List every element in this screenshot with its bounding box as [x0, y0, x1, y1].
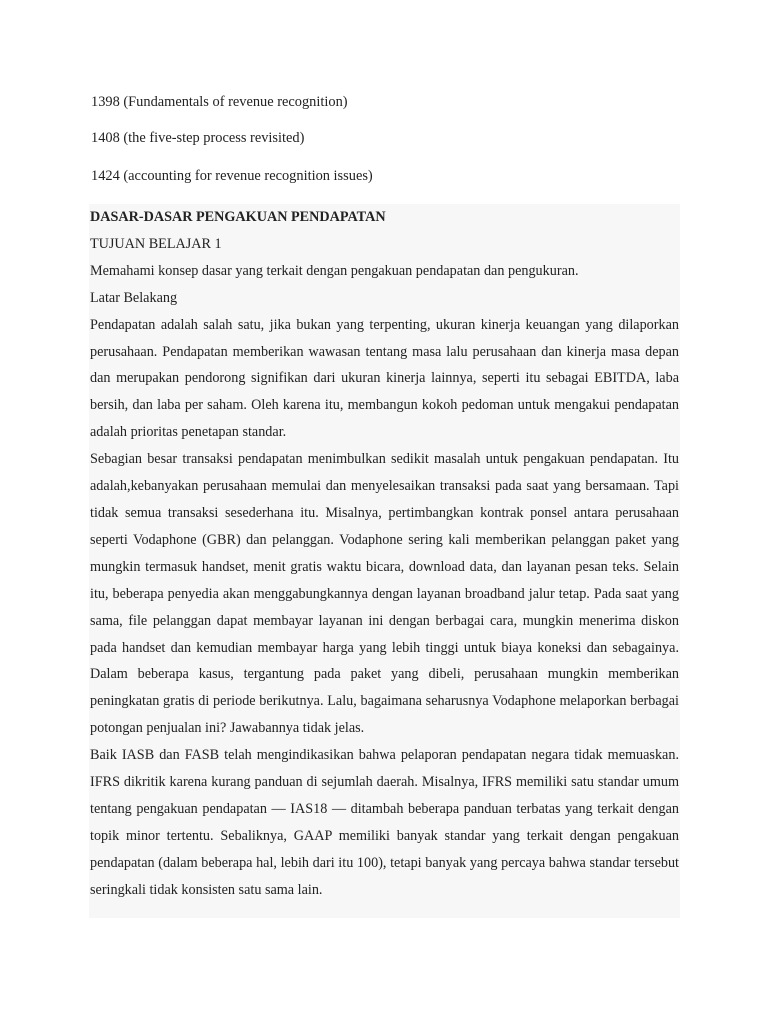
- paragraph: Pendapatan adalah salah satu, jika bukan yang terpenting, ukuran kinerja keuangan yang dilaporkan perusahaan. Pendapatan memberikan wawasan tentang masa lalu perusahaan dan kinerja masa depan dan merupakan pendorong signifikan dari ukuran kinerja lainnya, seperti itu sebagai EBITDA, laba bersih, dan laba per saham. Oleh karena itu, membangun kokoh pedoman untuk mengakui pendapatan adalah prioritas penetapan standar.: [90, 316, 679, 441]
- paragraph: Baik IASB dan FASB telah mengindikasikan bahwa pelaporan pendapatan negara tidak memuaskan. IFRS dikritik karena kurang panduan di sejumlah daerah. Misalnya, IFRS memiliki satu standar umum tentang pengakuan pendapatan — IAS18 — ditambah beberapa panduan terbatas yang terkait dengan topik minor tertentu. Sebaliknya, GAAP memiliki banyak standar yang terkait dengan pengakuan pendapatan (dalam beberapa hal, lebih dari itu 100), tetapi banyak yang percaya bahwa standar tersebut seringkali tidak konsisten satu sama lain.: [90, 747, 679, 898]
- section-content: [89, 204, 680, 918]
- reference-line: 1424 (accounting for revenue recognition issues): [91, 168, 373, 184]
- reference-line: 1398 (Fundamentals of revenue recognition): [91, 94, 348, 110]
- reference-line: 1408 (the five-step process revisited): [91, 130, 305, 146]
- paragraph: Sebagian besar transaksi pendapatan menimbulkan sedikit masalah untuk pengakuan pendapatan. Itu adalah,kebanyakan perusahaan memulai dan menyelesaikan transaksi pada saat yang bersamaan. Tapi tidak semua transaksi sesederhana itu. Misalnya, pertimbangkan kontrak ponsel antara perusahaan seperti Vodaphone (GBR) dan pelanggan. Vodaphone sering kali memberikan pelanggan paket yang mungkin termasuk handset, menit gratis waktu bicara, download data, dan layanan pesan teks. Selain itu, beberapa penyedia akan menggabungkannya dengan layanan broadband jalur tetap. Pada saat yang sama, file pelanggan dapat membayar layanan ini dengan berbagai cara, mungkin menerima diskon pada handset dan kemudian membayar harga yang lebih tinggi untuk biaya koneksi dan sebagainya. Dalam beberapa kasus, tergantung pada paket yang dibeli, perusahaan mungkin memberikan peningkatan gratis di periode berikutnya. Lalu, bagaimana seharusnya Vodaphone melaporkan berbagai potongan penjualan ini? Jawabannya tidak jelas.: [90, 451, 679, 737]
- objective-label: TUJUAN BELAJAR 1: [90, 235, 222, 252]
- section-heading: DASAR-DASAR PENGAKUAN PENDAPATAN: [90, 209, 386, 225]
- objective-text: Memahami konsep dasar yang terkait dengan pengakuan pendapatan dan pengukuran.: [90, 262, 579, 279]
- background-label: Latar Belakang: [90, 289, 178, 306]
